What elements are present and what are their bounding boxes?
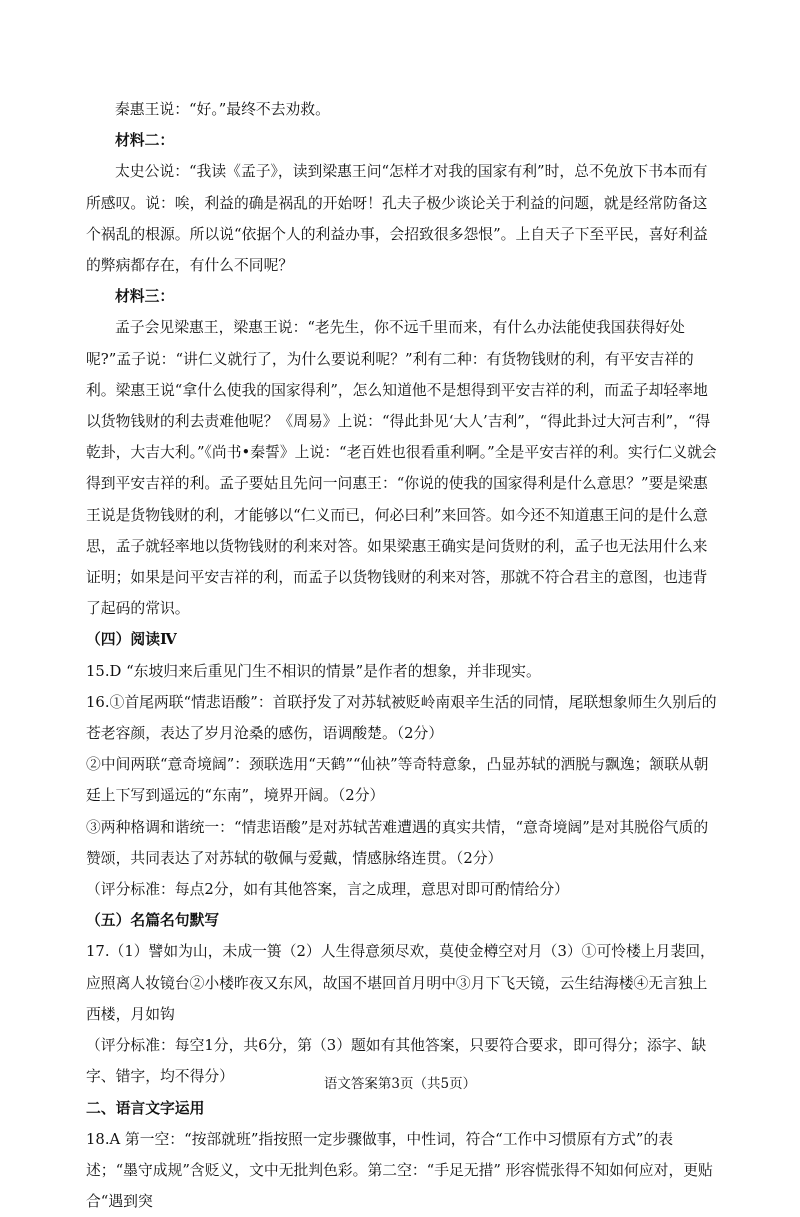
paragraph-material-2: 太史公说：“我读《孟子》，读到梁惠王问“怎样才对我的国家有利”时，总不免放下书本而有所感叹。说：唉，利益的确是祸乱的开始呀！孔夫子极少谈论关于利益的问题，就是经常防备这个祸乱的根源。所以说“依据个人的利益办事，会招致很多怨恨”。上自天子下至平民，喜好利益的弊病都存在，有什么不同呢？ — [86, 163, 708, 275]
answer-18: 18.A 第一空：“按部就班”指按照一定步骤做事，中性词，符合“工作中习惯原有方式”的表述；“墨守成规”含贬义，文中无批判色彩。第二空：“手足无措” 形容慌张得不知如何应对，更贴合“遇到突 — [86, 1130, 713, 1211]
heading-material-3: 材料三： — [115, 288, 175, 306]
scoring-note-16: （评分标准：每点2分，如有其他答案，言之成理，意思对即可酌情给分） — [86, 881, 569, 899]
answer-15: 15.D “东坡归来后重见门生不相识的情景”是作者的想象，并非现实。 — [86, 662, 541, 680]
scoring-note-17: （评分标准：每空1分，共6分，第（3）题如有其他答案，只要符合要求，即可得分；添字、缺字、错字，均不得分） — [86, 1037, 707, 1086]
section-heading-recitation: （五）名篇名句默写 — [86, 912, 220, 930]
answer-16-point-3: ③两种格调和谐统一：“情悲语酸”是对苏轼苦难遭遇的真实共情，“意奇境阔”是对其脱俗气质的赞颂，共同表达了对苏轼的敬佩与爱戴，情感脉络连贯。（2分） — [86, 818, 709, 867]
heading-material-2: 材料二： — [115, 132, 175, 150]
answer-17: 17.（1）譬如为山，未成一篑（2）人生得意须尽欢，莫使金樽空对月（3）①可怜楼上月裴回，应照离人妆镜台②小楼昨夜又东风，故国不堪回首月明中③月下飞天镜，云生结海楼④无言独上西楼，月如钩 — [86, 943, 715, 1023]
document-body — [86, 94, 718, 1217]
answer-16-point-1: 16.①首尾两联“情悲语酸”：首联抒发了对苏轼被贬岭南艰辛生活的同情，尾联想象师生久别后的苍老容颜，表达了岁月沧桑的感伤，语调酸楚。（2分） — [86, 693, 717, 743]
page-footer: 语文答案第3页（共5页） — [323, 1076, 477, 1092]
section-heading-language-use: 二、语言文字运用 — [86, 1099, 205, 1117]
paragraph-material-3: 孟子会见梁惠王，梁惠王说：“老先生，你不远千里而来，有什么办法能使我国获得好处呢?”孟子说：“讲仁义就行了，为什么要说利呢？”利有二种：有货物钱财的利，有平安吉祥的利。梁惠王说“拿什么使我的国家得利”，怎么知道他不是想得到平安吉祥的利，而孟子却轻率地以货物钱财的利去责难他呢？《周易》上说：“得此卦见‘大人’吉利”，“得此卦过大河吉利”，“得乾卦，大吉大利。”《尚书•秦誓》上说：“老百姓也很看重利啊。”全是平安吉祥的利。实行仁义就会得到平安吉祥的利。孟子要姑且先问一问惠王：“你说的使我的国家得利是什么意思？”要是梁惠王说是货物钱财的利，才能够以“仁义而已，何必曰利”来回答。如今还不知道惠王问的是什么意思，孟子就轻率地以货物钱财的利来对答。如果梁惠王确实是问货财的利，孟子也无法用什么来证明；如果是问平安吉祥的利，而孟子以货物钱财的利来对答，那就不符合君主的意图，也违背了起码的常识。 — [86, 319, 717, 618]
section-heading-reading-4: （四）阅读Ⅳ — [86, 631, 177, 649]
paragraph-line-1: 秦惠王说：“好。”最终不去劝救。 — [115, 101, 330, 118]
answer-16-point-2: ②中间两联“意奇境阔”：颈联选用“天鹤”“仙袂”等奇特意象，凸显苏轼的洒脱与飘逸；颔联从朝廷上下写到遥远的“东南”，境界开阔。（2分） — [86, 756, 709, 805]
